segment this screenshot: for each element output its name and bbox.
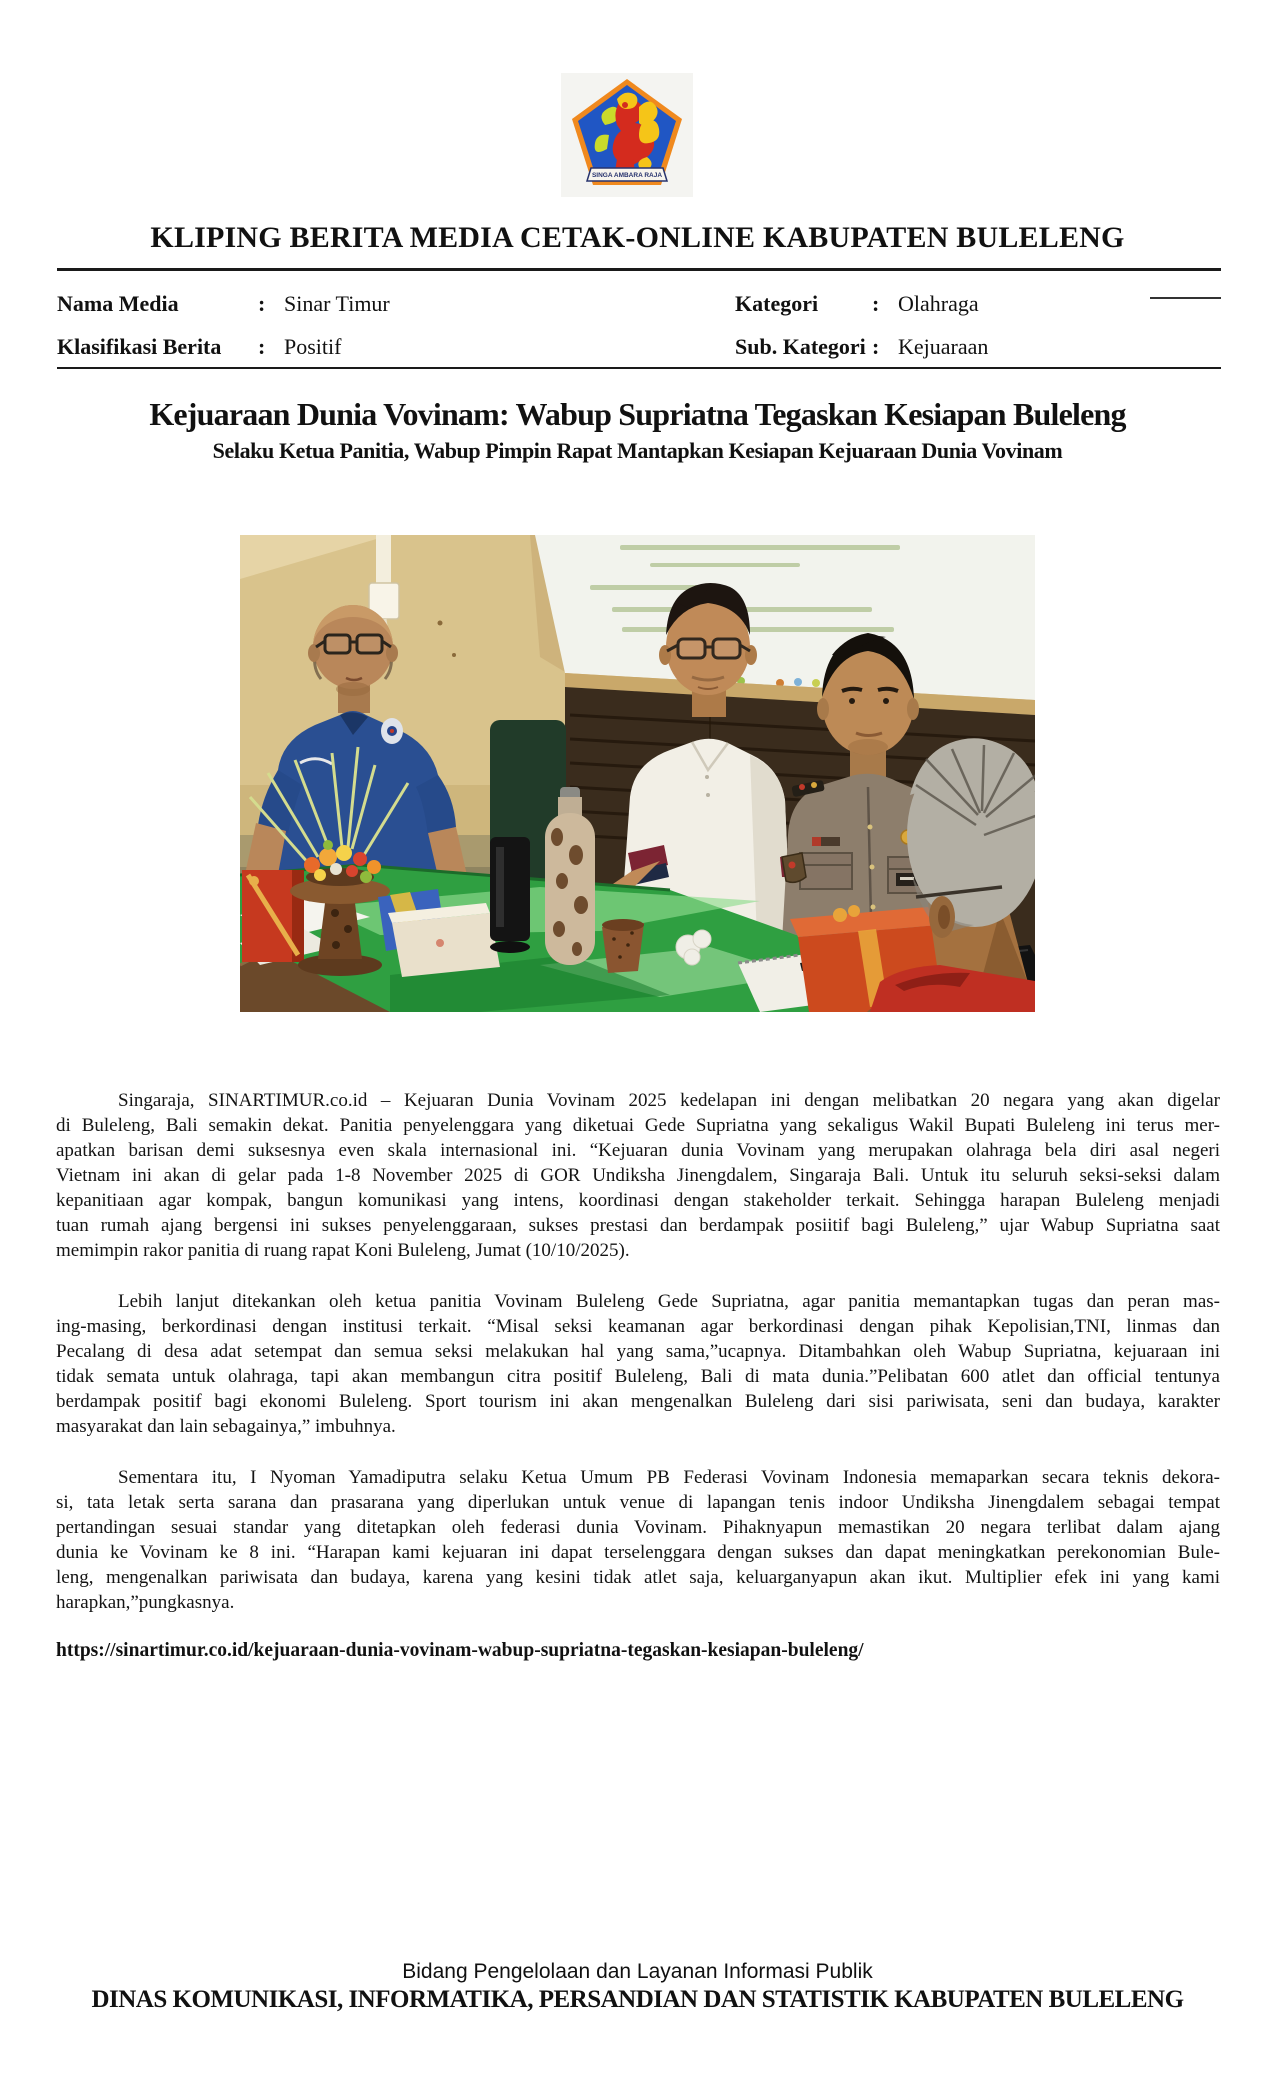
body-line: ing-masing, berkordinasi dengan institusi terkait. “Misal seksi keamanan agar berkordinasi dengan pihak Kepolisian,TNI, linmas dan: [56, 1316, 1220, 1337]
meta-colon: :: [258, 333, 266, 359]
divider-row-fragment: [1150, 297, 1221, 299]
body-line: tuan rumah ajang bergensi ini sukses penyelenggaraan, sukses prestasi dan berdampak posiitif bagi Buleleng,” ujar Wabup Supriatna saat: [56, 1215, 1220, 1236]
buleleng-crest-logo: [561, 73, 693, 197]
meta-colon: :: [872, 290, 880, 316]
metadata-table-right: [735, 282, 1221, 368]
footer-agency: DINAS KOMUNIKASI, INFORMATIKA, PERSANDIAN DAN STATISTIK KABUPATEN BULELENG: [91, 1986, 1184, 2013]
red-gift-box-left: [242, 870, 304, 962]
divider-bottom: [57, 367, 1221, 369]
meta-colon: :: [872, 333, 880, 359]
meta-label-sub-kategori: Sub. Kategori: [735, 333, 866, 359]
tissue-box: [388, 903, 500, 977]
body-line: Sementara itu, I Nyoman Yamadiputra selaku Ketua Umum PB Federasi Vovinam Indonesia memaparkan secara teknis dekora-: [118, 1467, 1220, 1488]
body-line: berdampak positif bagi ekonomi Buleleng. Sport tourism ini akan mengenalkan Buleleng dari sisi pariwisata, seni dan budaya, karakter: [56, 1391, 1220, 1412]
body-line: di Buleleng, Bali semakin dekat. Panitia penyelenggara yang diketuai Gede Supriatna yang sekaligus Wakil Bupati Buleleng ini terus mer-: [56, 1115, 1220, 1136]
meta-value-klasifikasi: Positif: [284, 333, 342, 359]
paragraph-2: [56, 1289, 1220, 1439]
footer-department: Bidang Pengelolaan dan Layanan Informasi Publik: [402, 1960, 873, 1983]
divider-top: [57, 268, 1221, 271]
body-line: apatkan barisan demi suksesnya even skala internasional ini. “Kejuaran dunia Vovinam yang merupakan olahraga bela diri asal negeri: [56, 1140, 1220, 1161]
paper-cup: [602, 919, 644, 973]
meta-value-nama-media: Sinar Timur: [284, 290, 390, 316]
article-body: [56, 1088, 1220, 1641]
article-headline: Kejuaraan Dunia Vovinam: Wabup Supriatna Tegaskan Kesiapan Buleleng: [149, 396, 1126, 432]
document-title: KLIPING BERITA MEDIA CETAK-ONLINE KABUPATEN BULELENG: [150, 221, 1125, 254]
body-line: masyarakat dan lain sebagainya,” imbuhnya.: [56, 1416, 396, 1437]
body-line: memimpin rakor panitia di ruang rapat Koni Buleleng, Jumat (10/10/2025).: [56, 1240, 630, 1261]
article-photo: [240, 535, 1035, 1012]
article-subheadline: Selaku Ketua Panitia, Wabup Pimpin Rapat Mantapkan Kesiapan Kejuaraan Dunia Vovinam: [212, 438, 1063, 463]
source-url: https://sinartimur.co.id/kejuaraan-dunia-vovinam-wabup-supriatna-tegaskan-kesiapan-buleleng/: [56, 1640, 864, 1661]
meta-colon: :: [258, 290, 266, 316]
paragraph-1: [56, 1088, 1220, 1263]
body-line: dunia ke Vovinam ke 8 ini. “Harapan kami kejuaran ini dapat terselenggara dengan sukses dan dapat meningkatkan perekonomian Bule-: [56, 1542, 1220, 1563]
paragraph-3: [56, 1465, 1220, 1615]
body-line: Vietnam ini akan di gelar pada 1-8 November 2025 di GOR Undiksha Jinengdalem, Singaraja Bali. Untuk itu seluruh seksi-seksi dalam: [56, 1165, 1220, 1186]
phone-on-stand: [490, 837, 530, 953]
body-line: harapkan,”pungkasnya.: [56, 1592, 235, 1613]
meta-label-nama-media: Nama Media: [57, 290, 179, 316]
body-line: leng, mengenalkan pariwisata dan budaya, karena yang kesini tidak atlet saja, keluarganyapun akan ikut. Multiplier efek ini yang kami: [56, 1567, 1220, 1588]
body-line: Lebih lanjut ditekankan oleh ketua panitia Vovinam Buleleng Gede Supriatna, agar panitia memantapkan tugas dan peran mas-: [118, 1291, 1220, 1312]
meta-label-kategori: Kategori: [735, 290, 819, 316]
body-line: tidak semata untuk olahraga, tapi akan membangun citra positif Buleleng, Bali di mata dunia.”Pelibatan 600 atlet dan official tentunya: [56, 1366, 1220, 1387]
meta-value-kategori: Olahraga: [898, 290, 979, 316]
body-line: Pecalang di desa adat setempat dan semua seksi melakukan hal yang sama,”ucapnya. Ditambahkan oleh Wabup Supriatna, kejuaraan ini: [56, 1341, 1220, 1362]
meta-label-klasifikasi: Klasifikasi Berita: [57, 333, 222, 359]
body-line: si, tata letak serta sarana dan prasarana yang diperlukan untuk venue di lapangan tenis indoor Undiksha Jinengdalem sebagai tempat: [56, 1492, 1220, 1513]
logo-banner-text: SINGA AMBARA RAJA: [591, 172, 663, 179]
body-line: kepanitiaan agar kompak, bangun komunikasi yang intens, koordinasi dengan stakeholder terkait. Sehingga harapan Buleleng menjadi: [56, 1190, 1220, 1211]
metadata-table-left: [57, 282, 527, 368]
meta-value-sub-kategori: Kejuaraan: [898, 333, 989, 359]
singa-ambara-raja-emblem: [561, 73, 693, 197]
body-line: pertandingan sesuai standar yang ditetapkan oleh federasi dunia Vovinam. Pihaknyapun memastikan 20 negara terlibat dalam ajang: [56, 1517, 1220, 1538]
projection-screen: [535, 535, 1035, 700]
body-line: Singaraja, SINARTIMUR.co.id – Kejuaran Dunia Vovinam 2025 kedelapan ini dengan melibatkan 20 negara yang akan digelar: [118, 1090, 1220, 1111]
